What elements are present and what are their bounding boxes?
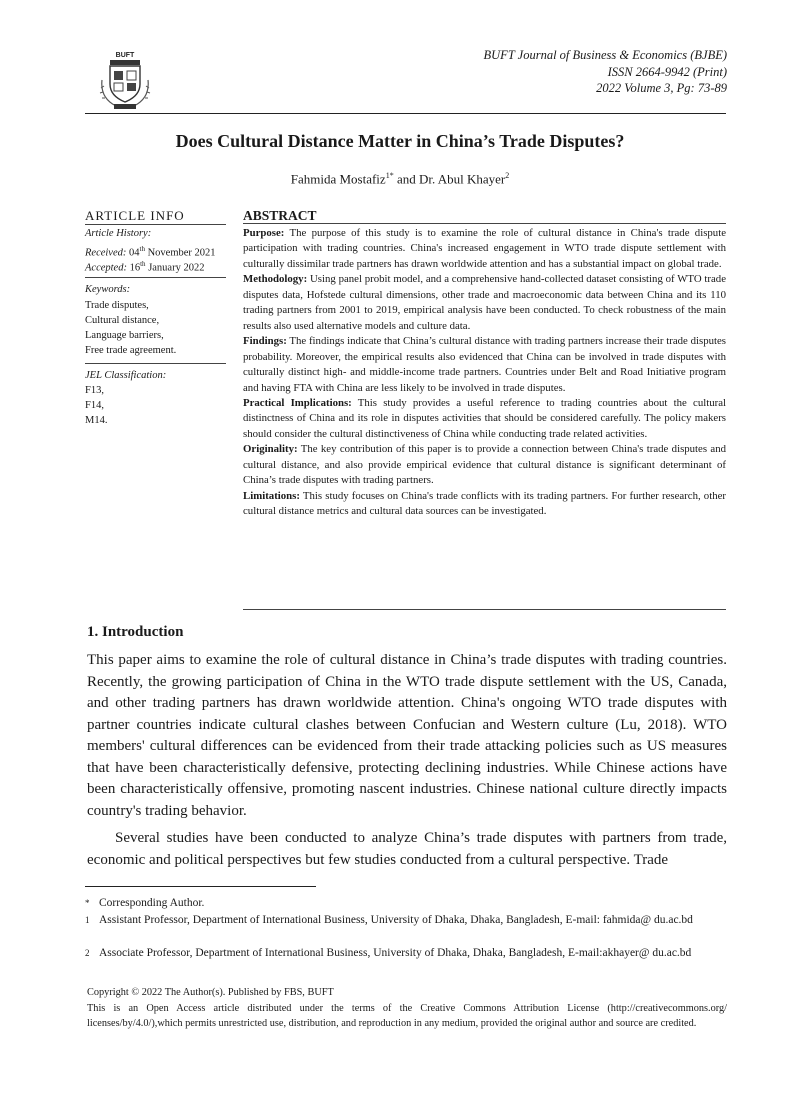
author-2: Dr. Abul Khayer: [418, 171, 506, 187]
accepted-date: Accepted: 16th January 2022: [85, 260, 205, 274]
jel-item: F13,: [85, 385, 104, 396]
author-2-marker: 2: [505, 171, 510, 180]
journal-volume: 2022 Volume 3, Pg: 73-89: [596, 81, 727, 95]
history-label: Article History:: [85, 228, 152, 239]
abstract-purpose: Purpose: The purpose of this study is to examine the role of cultural distance in China's trade dispute participation with trading countries. China's increased engagement in WTO trade dispute settlement with culturally dissimilar trade partners has drawn worldwide attention and has a substantial impact on global trade.: [243, 227, 726, 270]
footnote-corresponding: * Corresponding Author.: [85, 897, 205, 909]
intro-paragraph-2: Several studies have been conducted to analyze China’s trade disputes with partners from trade, economic and political perspectives but few studies conducted from a cultural perspective. Trade: [87, 830, 727, 868]
copyright-notice: [87, 985, 727, 1032]
jel-rule: [85, 363, 226, 364]
buft-logo: [96, 50, 154, 112]
jel-label: JEL Classification:: [85, 370, 167, 381]
jel-item: F14,: [85, 400, 104, 411]
author-1: Fahmida Mostafiz: [290, 171, 386, 187]
article-info-heading: ARTICLE INFO: [85, 208, 185, 223]
footnote-2: 2 Associate Professor, Department of International Business, University of Dhaka, Dhaka, Bangladesh, E-mail:akhayer@ du.ac.bd: [85, 947, 692, 959]
abstract-rule: [243, 223, 726, 224]
keyword-item: Trade disputes,: [85, 300, 149, 311]
journal-issn: ISSN 2664-9942 (Print): [607, 65, 727, 79]
abstract-findings: Findings: The findings indicate that China’s cultural distance with trading partners increase their trade disputes probability. Moreover, the empirical results also evidenced that China can be involved in trade disputes with culturally distinct high- and middle-income trade partners. Countries under Belt and Road Initiative program and having FTA with China are less likely to be involved in trade disputes.: [243, 335, 726, 394]
abstract-heading: ABSTRACT: [243, 208, 317, 223]
keyword-item: Language barriers,: [85, 330, 164, 341]
abstract-originality: Originality: The key contribution of this paper is to provide a connection between China's trade disputes and cultural distance, and also provide empirical evidence that cultural distance is significant determinant of China’s trade disputes with trading partners.: [243, 443, 726, 487]
copyright-line: Copyright © 2022 The Author(s). Published by FBS, BUFT: [87, 987, 334, 998]
logo-text: BUFT: [115, 52, 135, 59]
header-rule: [85, 113, 726, 114]
author-1-marker: 1*: [385, 171, 394, 180]
jel-item: M14.: [85, 415, 108, 426]
keywords-rule: [85, 277, 226, 278]
article-info-rule: [85, 224, 226, 225]
abstract-implications: Practical Implications: This study provides a useful reference to trading countries about the cultural distinctness of China and its role in disputes activities that should be considered carefully. The policy makers should consider the cultural distinctiveness of China while conducting trade related activities.: [243, 396, 727, 440]
keywords-label: Keywords:: [85, 284, 131, 295]
keyword-item: Cultural distance,: [85, 315, 160, 326]
introduction-body: [87, 650, 727, 877]
section-heading-introduction: 1. Introduction: [87, 624, 184, 640]
abstract-limitations: Limitations: This study focuses on China's trade conflicts with its trading partners. For further research, other cultural distance metrics and cultural data sources can be investigated.: [243, 489, 726, 518]
authors-line: [0, 171, 800, 187]
footnote-1: 1 Assistant Professor, Department of International Business, University of Dhaka, Dhaka, Bangladesh, E-mail: fahmida@ du.ac.bd: [85, 914, 693, 926]
license-text: This is an Open Access article distributed under the terms of the Creative Commons Attribution License (http://creativecommons.org/ licenses/by/4.0/),which permits unrestricted use, distribution, and reproduction in any medium, provided the original author and source are credited.: [87, 1002, 727, 1029]
abstract-bottom-rule: [243, 609, 726, 610]
paper-title: Does Cultural Distance Matter in China’s Trade Disputes?: [175, 131, 625, 151]
footnote-rule: [85, 886, 316, 887]
intro-paragraph-1: This paper aims to examine the role of cultural distance in China’s trade disputes with trading countries. Recently, the growing participation of China in the WTO trade dispute settlement with the US, Canada, and other trading partners has drawn worldwide attention. China's ongoing WTO trade disputes with partner countries indicate cultural clashes between Confucian and Western culture (Lu, 2018). WTO members' cultural differences can be evidenced from their trade attacking policies such as US measures that have been characteristically defensive, protecting declining industries. While Chinese actions have been characteristically offensive, promoting nascent industries. Chinese national culture directly impacts country's trading behavior.: [87, 652, 727, 819]
journal-name: BUFT Journal of Business & Economics (BJBE): [483, 48, 727, 62]
authors-and: and: [393, 171, 419, 187]
abstract-methodology: Methodology: Using panel probit model, and a comprehensive hand-collected dataset consisting of WTO trade disputes data, Hofstede cultural dimensions, other trade and macroeconomic data between China and its 110 trading partners from 2001 to 2019, empirical analysis have been conducted. To check robustness of the main results also used alternative models and culture data.: [243, 273, 726, 332]
received-date: Received: 04th November 2021: [85, 245, 216, 259]
keyword-item: Free trade agreement.: [85, 345, 177, 356]
abstract-body: [243, 226, 726, 520]
